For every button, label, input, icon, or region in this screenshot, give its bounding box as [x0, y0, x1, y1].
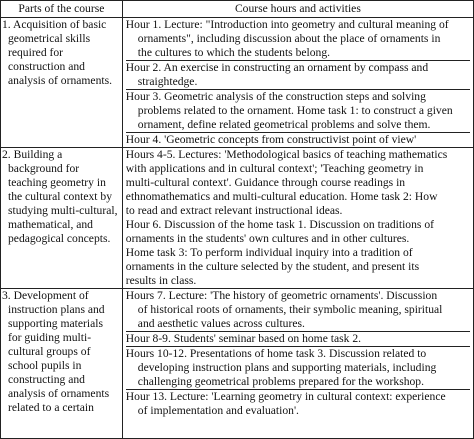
activity-line: Hours 10-12. Presentations of home task 3. Discussion related to — [125, 347, 427, 360]
activity-entry — [126, 289, 470, 331]
activity-line: ornaments in the students' own cultures and in other cultures. — [125, 232, 410, 245]
activities-cell — [122, 289, 473, 439]
table-row — [1, 148, 474, 289]
activity-line: Home task 3: To perform individual inquiry into a tradition of — [125, 246, 413, 259]
activity-entry — [126, 132, 470, 147]
table-row — [1, 289, 474, 439]
activity-entry — [126, 89, 470, 132]
activity-line: Hour 1. Lecture: "Introduction into geometry and cultural meaning of — [125, 18, 449, 31]
activity-line: and aesthetic values across cultures. — [137, 317, 305, 330]
activity-entry — [126, 218, 470, 288]
activity-line: Hour 4. 'Geometric concepts from constructivist point of view' — [125, 133, 417, 146]
header-row — [1, 1, 474, 18]
activity-entry — [126, 18, 470, 60]
activity-line: Hour 2. An exercise in constructing an ornament by compass and — [125, 61, 429, 74]
activity-line: Hour 6. Discussion of the home task 1. Discussion on traditions of — [125, 218, 434, 231]
part-cell — [1, 18, 123, 148]
activity-line: ethnomathematics and multi-cultural education. Home task 2: How — [125, 190, 438, 203]
activity-line: straightedge. — [137, 75, 198, 88]
activity-entry — [126, 331, 470, 346]
activity-line: ornaments", including discussion about the place of ornaments in — [137, 32, 441, 45]
activity-line: to read and extract relevant instructional ideas. — [125, 204, 343, 217]
part-label: 2. Building a background for teaching geometry in the cultural context by studying multi-cultural, mathematical, and pedagogical concepts. — [2, 148, 118, 245]
part-label: 1. Acquisition of basic geometrical skills required for construction and analysis of ornaments. — [2, 18, 112, 87]
activity-line: Hour 13. Lecture: 'Learning geometry in cultural context: experience — [125, 390, 446, 403]
activity-line: Hours 7. Lecture: 'The history of geometric ornaments'. Discussion — [125, 289, 438, 302]
activities-cell — [122, 148, 473, 289]
activity-line: results in class. — [125, 274, 197, 287]
activity-line: of historical roots of ornaments, their symbolic meaning, spiritual — [137, 303, 443, 316]
activity-line: with applications and in cultural context'; 'Teaching geometry in — [125, 162, 424, 175]
activities-cell — [122, 18, 473, 148]
activity-line: Hours 4-5. Lectures: 'Methodological basics of teaching mathematics — [125, 148, 448, 161]
header-hours: Course hours and activities — [122, 1, 473, 18]
activity-line: challenging geometrical problems prepared for the workshop. — [137, 375, 425, 388]
part-cell — [1, 148, 123, 289]
activity-entry — [126, 60, 470, 89]
activity-line: ornament, define related geometrical problems and solve them. — [137, 118, 431, 131]
activity-entry — [126, 346, 470, 389]
activity-entry — [126, 148, 470, 218]
part-label: 3. Development of instruction plans and supporting materials for guiding multi-cultural groups of school pupils in constructing and analysis of ornaments related to a certain — [2, 289, 110, 414]
activity-line: problems related to the ornament. Home task 1: to construct a given — [137, 104, 453, 117]
activity-line: Hour 3. Geometric analysis of the construction steps and solving — [125, 90, 426, 103]
activity-line: multi-cultural context'. Guidance through course readings in — [125, 176, 406, 189]
activity-line: ornaments in the culture selected by the student, and present its — [125, 260, 420, 273]
table-row — [1, 18, 474, 148]
activity-line: Hour 8-9. Students' seminar based on home task 2. — [125, 332, 362, 345]
activity-entry — [126, 389, 470, 418]
header-parts: Parts of the course — [1, 1, 123, 18]
activity-line: the cultures to which the students belong. — [137, 46, 331, 59]
activity-line: developing instruction plans and supporting materials, including — [137, 361, 437, 374]
part-cell — [1, 289, 123, 439]
activity-line: of implementation and evaluation'. — [137, 404, 299, 417]
